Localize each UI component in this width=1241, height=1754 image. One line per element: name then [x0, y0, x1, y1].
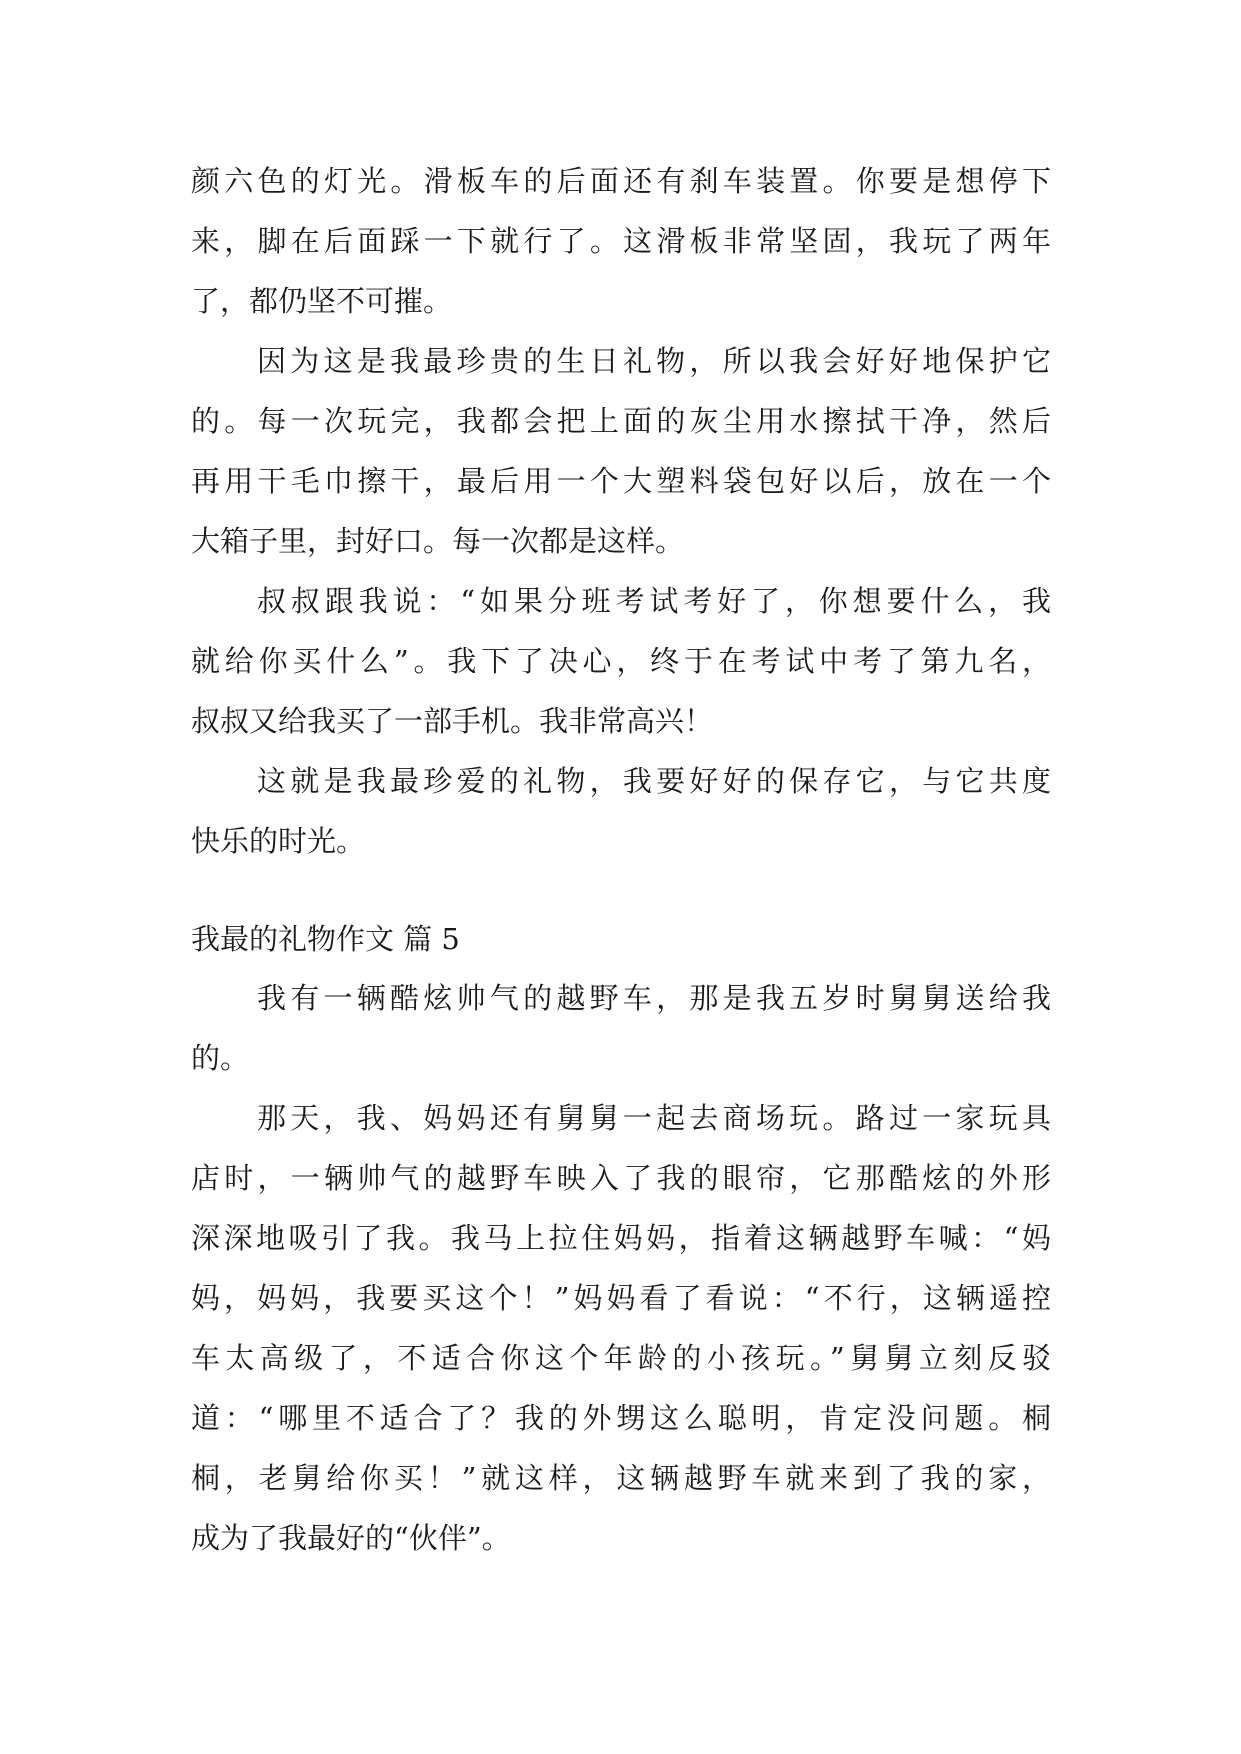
section-heading: 我最的礼物作文 篇 5: [191, 922, 460, 956]
paragraph-line: 快乐的时光。: [191, 824, 366, 858]
paragraph-line: 颜六色的灯光。滑板车的后面还有刹车装置。你要是想停下: [191, 164, 1051, 198]
paragraph-line: 店时，一辆帅气的越野车映入了我的眼帘，它那酷炫的外形: [191, 1161, 1051, 1195]
paragraph-line: 大箱子里，封好口。每一次都是这样。: [191, 524, 685, 558]
paragraph-line: 这就是我最珍爱的礼物，我要好好的保存它，与它共度: [257, 764, 1051, 798]
paragraph-line: 那天，我、妈妈还有舅舅一起去商场玩。路过一家玩具: [257, 1101, 1051, 1135]
paragraph-line: 的。每一次玩完，我都会把上面的灰尘用水擦拭干净，然后: [191, 404, 1051, 438]
paragraph-line: 因为这是我最珍贵的生日礼物，所以我会好好地保护它: [257, 344, 1051, 378]
paragraph-line: 成为了我最好的“伙伴”。: [191, 1521, 511, 1555]
paragraph-line: 了，都仍坚不可摧。: [191, 284, 453, 318]
paragraph-line: 叔叔又给我买了一部手机。我非常高兴！: [191, 704, 714, 738]
paragraph-5: [191, 968, 1051, 1088]
paragraph-line: 道：“哪里不适合了？我的外甥这么聪明，肯定没问题。桐: [191, 1401, 1051, 1435]
paragraph-line: 来，脚在后面踩一下就行了。这滑板非常坚固，我玩了两年: [191, 224, 1051, 258]
paragraph-line: 的。: [191, 1041, 250, 1075]
paragraph-line: 妈，妈妈，我要买这个！”妈妈看了看说：“不行，这辆遥控: [191, 1281, 1051, 1315]
paragraph-1: [191, 151, 1051, 331]
paragraph-line: 叔叔跟我说：“如果分班考试考好了，你想要什么，我: [257, 584, 1051, 618]
paragraph-line: 桐，老舅给你买！”就这样，这辆越野车就来到了我的家，: [191, 1461, 1051, 1495]
paragraph-line: 车太高级了，不适合你这个年龄的小孩玩。”舅舅立刻反驳: [191, 1341, 1051, 1375]
paragraph-line: 深深地吸引了我。我马上拉住妈妈，指着这辆越野车喊：“妈: [191, 1221, 1051, 1255]
paragraph-4: [191, 751, 1051, 871]
paragraph-6: [191, 1088, 1051, 1568]
paragraph-line: 再用干毛巾擦干，最后用一个大塑料袋包好以后，放在一个: [191, 464, 1051, 498]
paragraph-2: [191, 331, 1051, 571]
paragraph-line: 我有一辆酷炫帅气的越野车，那是我五岁时舅舅送给我: [257, 981, 1051, 1015]
paragraph-3: [191, 571, 1051, 751]
paragraph-line: 就给你买什么”。我下了决心，终于在考试中考了第九名，: [191, 644, 1051, 678]
